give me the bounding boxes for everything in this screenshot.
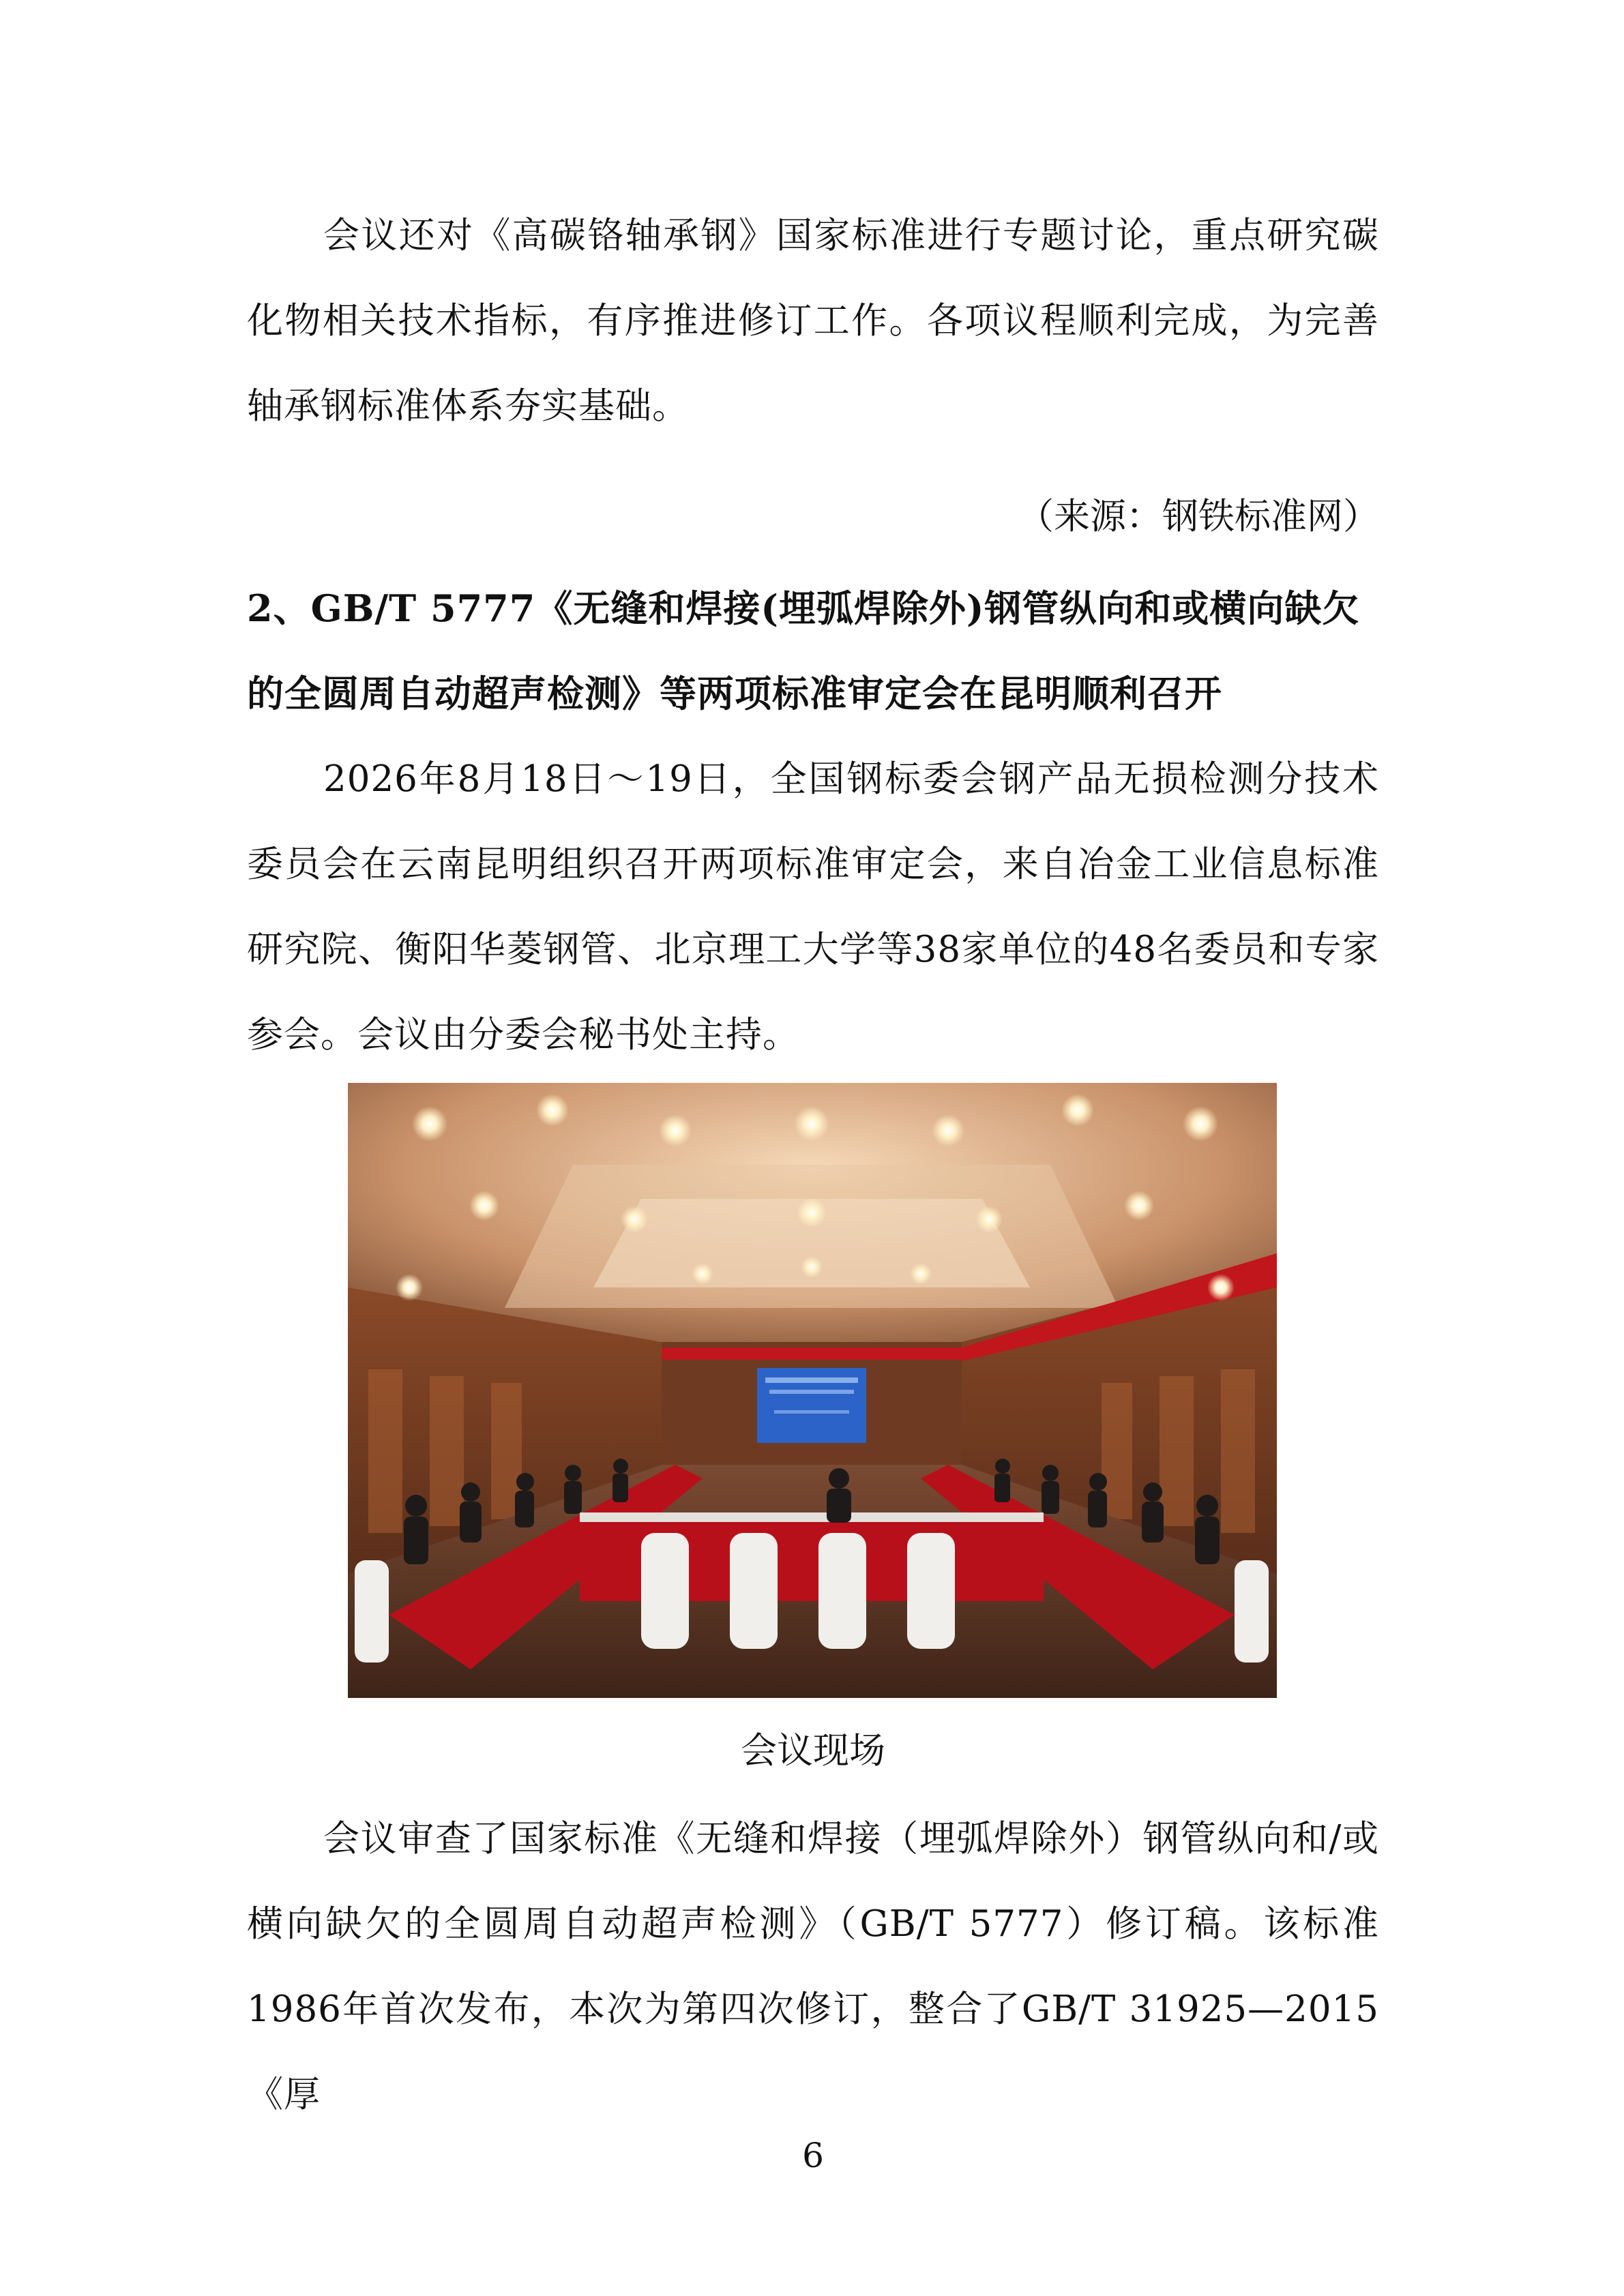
page-number: 6 xyxy=(802,2136,824,2175)
photo-caption: 会议现场 xyxy=(741,1730,885,1772)
paragraph-meeting: 2026年8月18日～19日，全国钢标委会钢产品无损检测分技术委员会在云南昆明组织召开两项标准审定会，来自冶金工业信息标准研究院、衡阳华菱钢管、北京理工大学等38家单位的48名委员和专家参会。会议由分委会秘书处主持。 xyxy=(247,758,1379,1056)
paragraph-review: 会议审查了国家标准《无缝和焊接（埋弧焊除外）钢管纵向和/或横向缺欠的全圆周自动超声检测》（GB/T 5777）修订稿。该标准1986年首次发布，本次为第四次修订，整合了GB/T 31925—2015《厚 xyxy=(247,1818,1379,2115)
paragraph-intro: 会议还对《高碳铬轴承钢》国家标准进行专题讨论，重点研究碳化物相关技术指标，有序推进修订工作。各项议程顺利完成，为完善轴承钢标准体系夯实基础。 xyxy=(247,215,1379,427)
source-note: （来源：钢铁标准网） xyxy=(1018,496,1379,537)
section-heading: 2、GB/T 5777《无缝和焊接(埋弧焊除外)钢管纵向和或横向缺欠的全圆周自动超声检测》等两项标准审定会在昆明顺利召开 xyxy=(247,586,1360,715)
meeting-photo xyxy=(348,1083,1277,1698)
